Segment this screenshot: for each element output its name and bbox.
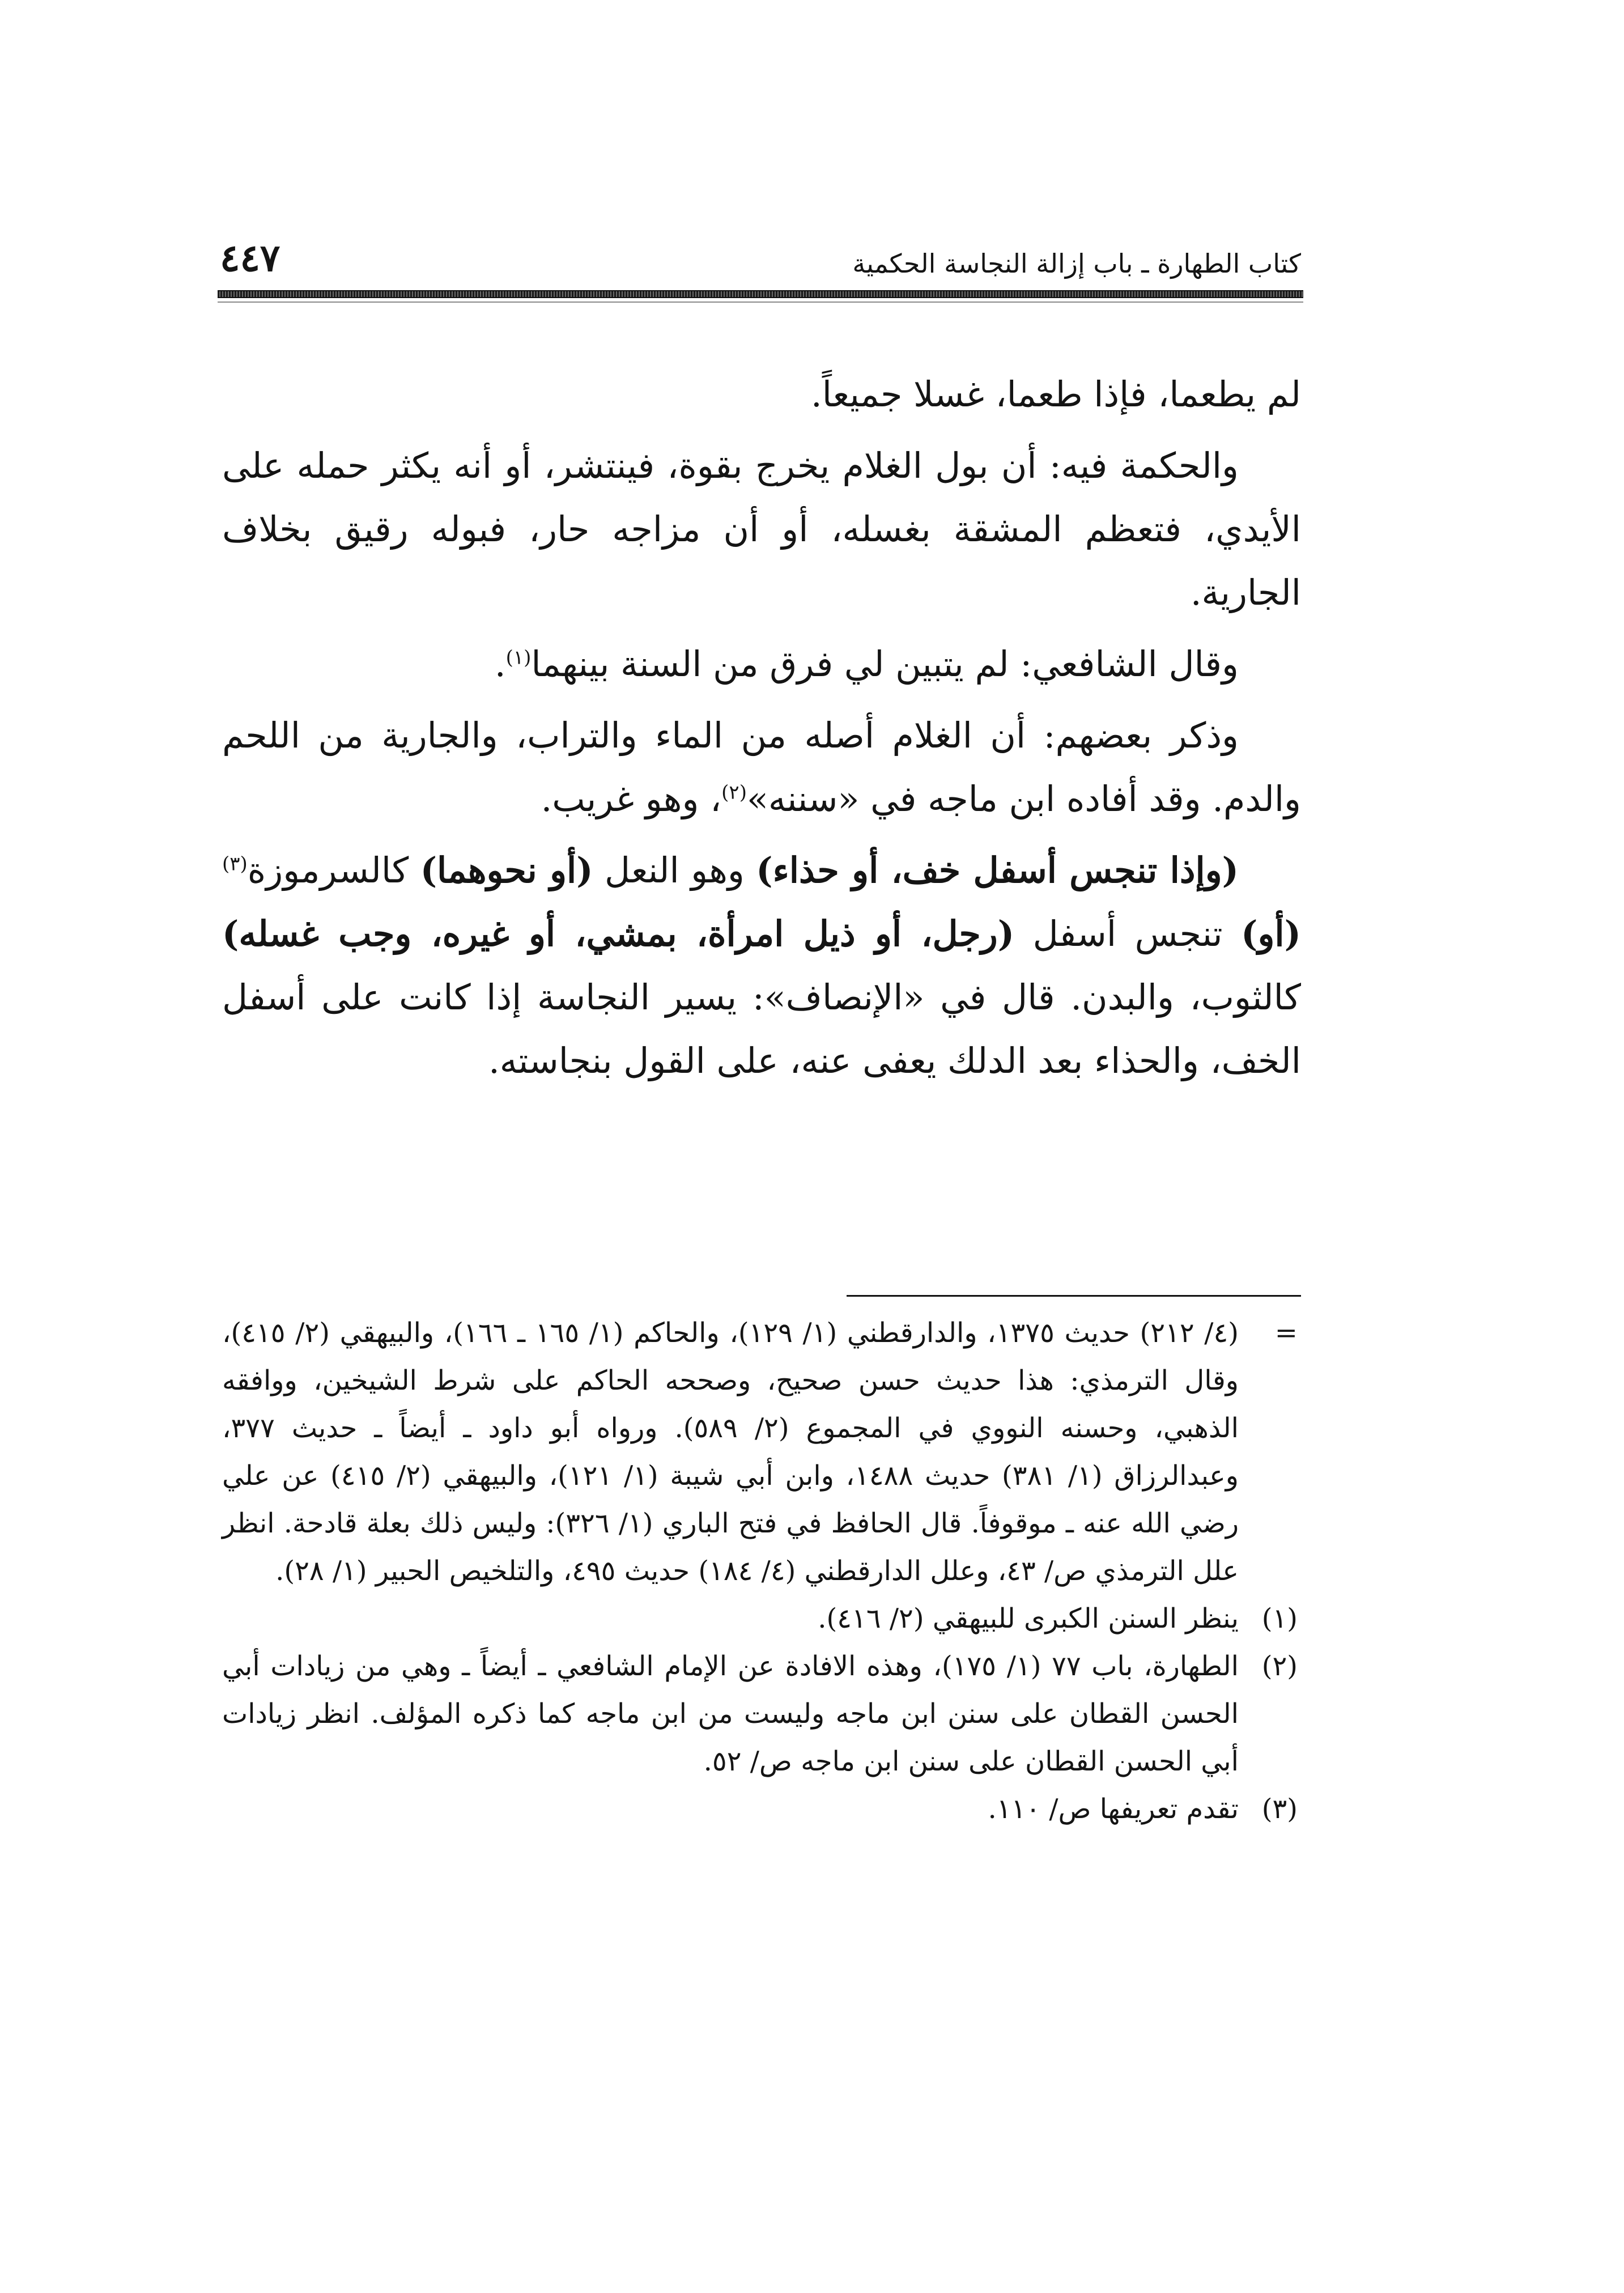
paragraph-1-text: لم يطعما، فإذا طعما، غسلا جميعاً. <box>811 373 1301 415</box>
footnote-mark: (٣) <box>1261 1793 1298 1825</box>
paragraph-4 <box>222 704 1301 831</box>
main-text <box>222 363 1301 1093</box>
footnote-continued <box>222 1309 1301 1595</box>
sharh-segment-1: وهو النعل <box>593 850 756 891</box>
sharh-segment-4: كالثوب، والبدن. قال في «الإنصاف»: يسير النجاسة إذا كانت على أسفل الخف، والحذاء بعد الدلك يعفى عنه، على القول بنجاسته. <box>222 976 1301 1081</box>
footnote-1 <box>222 1595 1301 1642</box>
footnote-text: تقدم تعريفها ص/ ١١٠. <box>988 1793 1239 1825</box>
paragraph-4-text: وذكر بعضهم: أن الغلام أصله من الماء والتراب، والجارية من اللحم والدم. وقد أفاده ابن ماجه في «سننه» <box>222 715 1301 819</box>
paragraph-2 <box>222 434 1301 625</box>
sharh-segment-2: كالسرموزة <box>247 850 420 891</box>
footnote-ref-3[interactable]: (٣) <box>222 852 248 876</box>
paragraph-2-text: والحكمة فيه: أن بول الغلام يخرج بقوة، فينتشر، أو أنه يكثر حمله على الأيدي، فتعظم المشقة بغسله، أو أن مزاجه حار، فبوله رقيق بخلاف الجارية. <box>222 445 1301 613</box>
footnote-text: ينظر السنن الكبرى للبيهقي (٢/ ٤١٦). <box>818 1603 1239 1634</box>
paragraph-1 <box>222 363 1301 426</box>
footnote-mark: (٢) <box>1261 1650 1298 1682</box>
footnote-separator <box>847 1295 1301 1297</box>
matn-segment-1: (وإذا تنجس أسفل خف، أو حذاء) <box>756 850 1239 891</box>
header-rule <box>218 290 1303 298</box>
footnote-text: الطهارة، باب ٧٧ (١/ ١٧٥)، وهذه الافادة عن الإمام الشافعي ـ أيضاً ـ وهي من زيادات أبي الحسن القطان على سنن ابن ماجه وليست من ابن ماجه كما ذكره المؤلف. انظر زيادات أبي الحسن القطان على سنن ابن ماجه ص/ ٥٢. <box>222 1650 1239 1777</box>
sharh-segment-3: تنجس أسفل <box>1014 913 1242 954</box>
paragraph-4-end: ، وهو غريب. <box>541 778 722 819</box>
footnote-3 <box>222 1785 1301 1833</box>
running-header <box>220 236 1301 280</box>
page-number: ٤٤٧ <box>220 236 280 280</box>
footnote-ref-2[interactable]: (٢) <box>721 781 747 804</box>
matn-segment-2: (أو نحوهما) <box>420 850 593 891</box>
paragraph-3-text: وقال الشافعي: لم يتبين لي فرق من السنة بينهما <box>531 643 1239 685</box>
footnote-text: (٤/ ٢١٢) حديث ١٣٧٥، والدارقطني (١/ ١٢٩)، والحاكم (١/ ١٦٥ ـ ١٦٦)، والبيهقي (٢/ ٤١٥)، وقال الترمذي: هذا حديث حسن صحيح، وصححه الحاكم على شرط الشيخين، ووافقه الذهبي، وحسنه النووي في المجموع (٢/ ٥٨٩). ورواه أبو داود ـ أيضاً ـ حديث ٣٧٧، وعبدالرزاق (١/ ٣٨١) حديث ١٤٨٨، وابن أبي شيبة (١/ ١٢١)، والبيهقي (٢/ ٤١٥) عن علي رضي الله عنه ـ موقوفاً. قال الحافظ في فتح الباري (١/ ٣٢٦): وليس ذلك بعلة قادحة. انظر علل الترمذي ص/ ٤٣، وعلل الدارقطني (٤/ ١٨٤) حديث ٤٩٥، والتلخيص الحبير (١/ ٢٨). <box>222 1317 1239 1587</box>
footnotes <box>222 1309 1301 1833</box>
paragraph-3-end: . <box>494 643 506 685</box>
paragraph-5 <box>222 839 1301 1093</box>
footnote-2 <box>222 1642 1301 1785</box>
footnote-ref-1[interactable]: (١) <box>505 646 532 669</box>
matn-segment-3: (أو) <box>1241 913 1301 954</box>
running-title: كتاب الطهارة ـ باب إزالة النجاسة الحكمية <box>852 248 1301 279</box>
footnote-mark: = <box>1274 1317 1298 1349</box>
footnote-mark: (١) <box>1261 1603 1298 1634</box>
paragraph-3 <box>222 632 1301 696</box>
header-rule-thin <box>218 302 1303 303</box>
matn-segment-4: (رجل، أو ذيل امرأة، بمشي، أو غيره، وجب غسله) <box>222 913 1015 954</box>
